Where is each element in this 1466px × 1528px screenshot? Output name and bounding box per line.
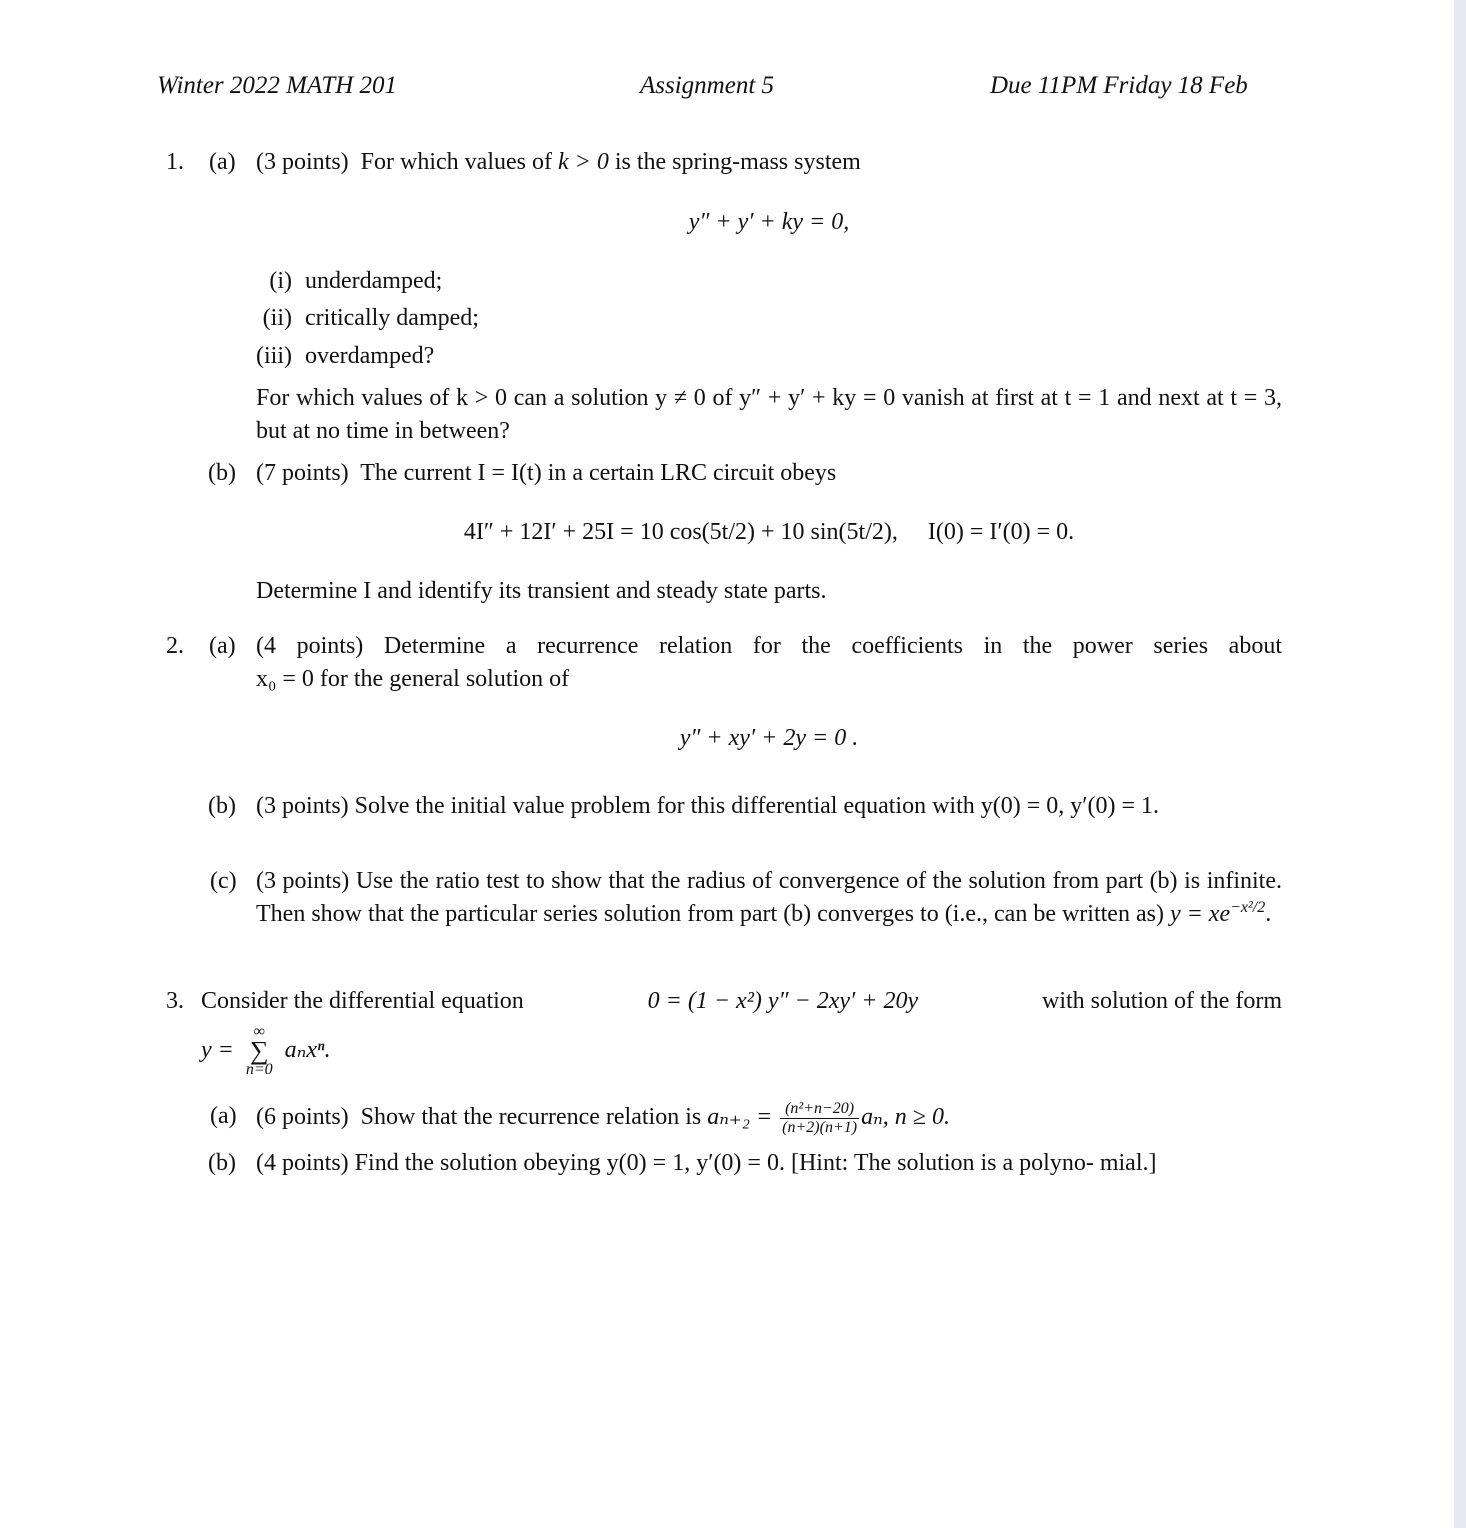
q3a-fraction (780, 1100, 859, 1137)
q2a-text-2: x₀ = 0 for the general solution of (256, 666, 570, 692)
q3-series-term: aₙxⁿ. (284, 1037, 331, 1063)
q2c-end: . (1265, 901, 1272, 927)
q1a-item-label-2: (ii) (262, 305, 292, 331)
q3a-text: Show that the recurrence relation is (360, 1104, 702, 1131)
q2c-label: (c) (210, 868, 237, 894)
q3-series-lhs: y = (201, 1037, 234, 1063)
q2c-exponent: −x²/2 (1230, 899, 1266, 916)
q1-number: 1. (166, 149, 184, 175)
q3b-body (256, 1147, 1282, 1180)
q1a-item-label-3: (iii) (256, 343, 292, 369)
q1b-equation: 4I″ + 12I′ + 25I = 10 cos(5t/2) + 10 sin(5t/2), I(0) = I′(0) = 0. (463, 519, 1075, 545)
q1a-followup: For which values of k > 0 can a solution y ≠ 0 of y″ + y′ + ky = 0 vanish at first at t = 1 and next at t = 3, but at no time in between? (256, 385, 1282, 444)
q1a-item-text-3: overdamped? (305, 343, 435, 369)
q1a-text-pre: For which values of (360, 149, 552, 175)
q2a-points: (4 points) (256, 633, 364, 659)
q2b-label: (b) (208, 793, 236, 819)
q2c-text: Use the ratio test to show that the radius of convergence of the solution from part (b) is infinite. Then show that the particular series solution from part (b) converges to (i.e., can be written as) (256, 868, 1283, 927)
q1b-label: (b) (208, 460, 236, 486)
q2c-body (256, 865, 1282, 931)
q2a-label: (a) (209, 633, 236, 659)
q2c-formula: y = xe (1169, 901, 1231, 927)
q3b-points: (4 points) (256, 1150, 349, 1176)
q1a-line (256, 146, 861, 179)
q3a-rhs: aₙ, n ≥ 0. (861, 1104, 950, 1131)
scrollbar-track[interactable] (1454, 0, 1466, 1528)
q2a-text: Determine a recurrence relation for the coefficients in the power series about (383, 633, 1282, 659)
q1a-condition: k > 0 (557, 149, 609, 175)
q1a-text-post: is the spring-mass system (614, 149, 861, 175)
q2a-equation: y″ + xy′ + 2y = 0 . (679, 725, 859, 751)
q1a-item-text-1: underdamped; (305, 268, 443, 294)
q3a-lhs: aₙ₊₂ = (707, 1104, 773, 1131)
q3-sum-sigma: ∑ (249, 1036, 269, 1066)
q3b-text: Find the solution obeying y(0) = 1, y′(0) = 0. [Hint: The solution is a polyno- mial.] (354, 1150, 1157, 1176)
q2b-text: Solve the initial value problem for this differential equation with y(0) = 0, y′(0) = 1. (354, 793, 1160, 819)
q3-sum-symbol (246, 1024, 273, 1078)
q3a-points: (6 points) (256, 1104, 349, 1131)
q3a-denominator: (n+2)(n+1) (782, 1119, 858, 1136)
q2a-line (256, 630, 1282, 663)
q3-intro-end: with solution of the form (1042, 988, 1282, 1014)
q1a-equation: y″ + y′ + ky = 0, (688, 209, 850, 235)
q2b-points: (3 points) (256, 793, 349, 819)
q1a-item-text-2: critically damped; (305, 305, 479, 331)
q3-intro: Consider the differential equation (201, 988, 524, 1014)
q3-sum-lower: n=0 (245, 1061, 273, 1079)
q3-series (201, 1020, 331, 1080)
q1b-line (256, 457, 836, 490)
header-due-date: Due 11PM Friday 18 Feb (990, 72, 1248, 99)
q2-number: 2. (166, 633, 184, 659)
q1b-text: The current I = I(t) in a certain LRC circuit obeys (360, 460, 837, 486)
q3a-line (256, 1100, 950, 1137)
q1a-item-label-1: (i) (269, 268, 292, 294)
q3b-label: (b) (208, 1150, 236, 1176)
q3-number: 3. (166, 988, 184, 1014)
header-title: Assignment 5 (640, 72, 775, 99)
q3a-label: (a) (210, 1103, 237, 1129)
q1a-points: (3 points) (256, 149, 349, 175)
q1b-followup: Determine I and identify its transient and steady state parts. (256, 578, 827, 604)
q2c-points: (3 points) (256, 868, 350, 894)
header-course: Winter 2022 MATH 201 (157, 72, 398, 99)
q1b-points: (7 points) (256, 460, 349, 486)
q3-sum-upper: ∞ (253, 1023, 265, 1041)
q2b-body (256, 790, 1282, 823)
q1a-label: (a) (209, 149, 236, 175)
q3-equation: 0 = (1 − x²) y″ − 2xy′ + 20y (647, 988, 919, 1014)
q3a-numerator: (n²+n−20) (780, 1100, 859, 1119)
q3-intro-line (201, 985, 1282, 1018)
